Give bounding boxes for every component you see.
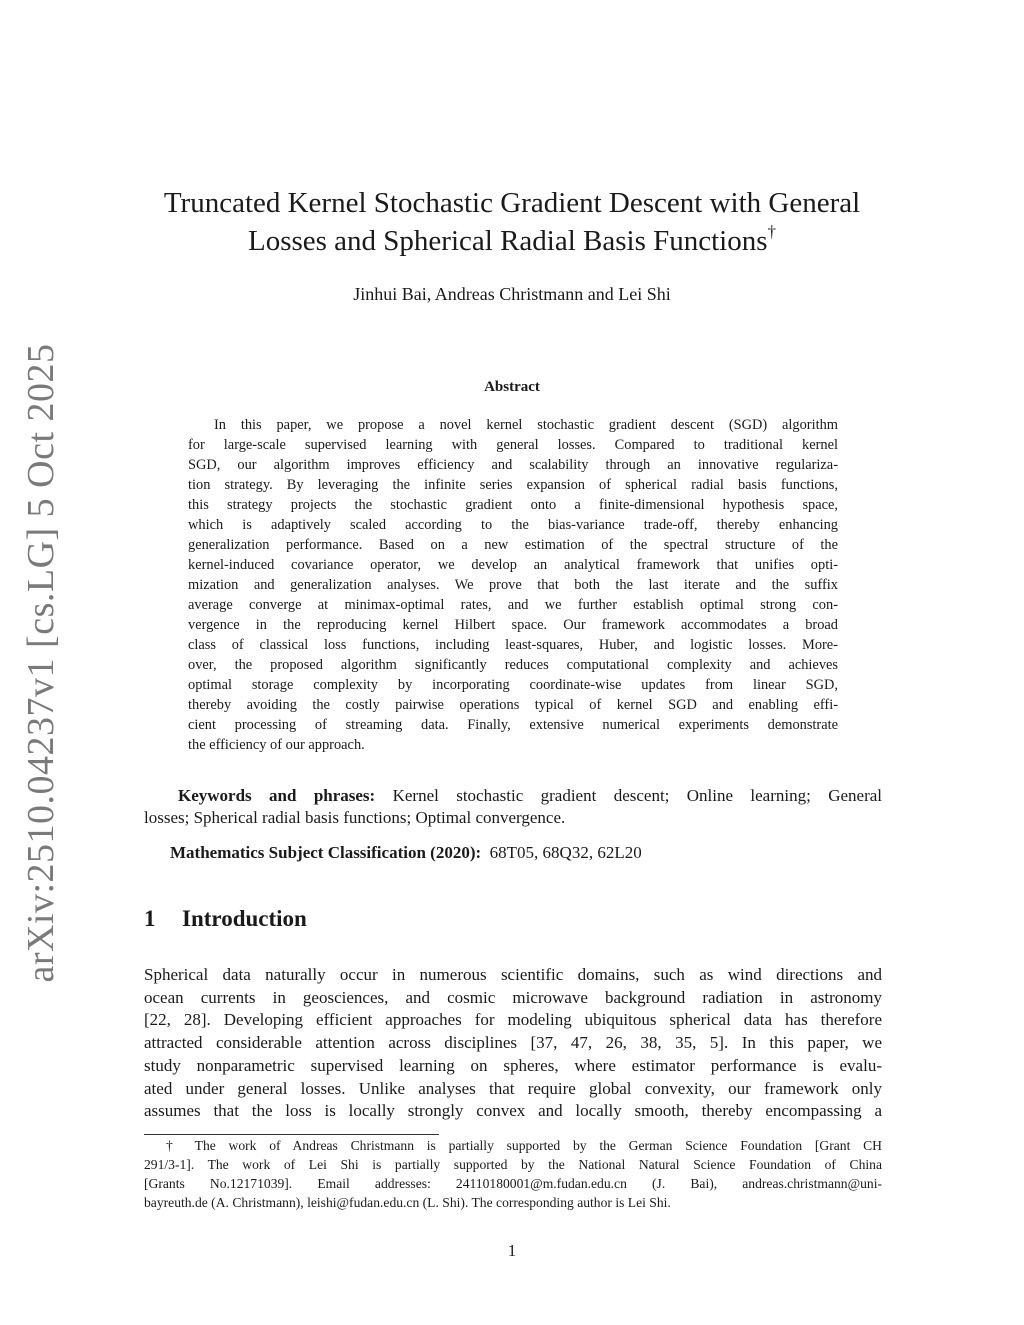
keywords-block (144, 785, 882, 829)
abstract-line: generalization performance. Based on a new estimation of the spectral structure of the (188, 537, 838, 553)
section-heading-introduction (144, 906, 307, 932)
arxiv-identifier-text: arXiv:2510.04237v1 [cs.LG] 5 Oct 2025 (20, 342, 62, 983)
title-dagger: † (767, 222, 777, 241)
keywords-label: Keywords and phrases: (178, 786, 376, 805)
section-number: 1 (144, 906, 156, 931)
abstract-line: for large-scale supervised learning with general losses. Compared to traditional kernel (188, 437, 838, 453)
abstract-line: optimal storage complexity by incorporating coordinate-wise updates from linear SGD, (188, 677, 838, 693)
section-title: Introduction (182, 906, 307, 931)
title-line-1: Truncated Kernel Stochastic Gradient Descent with General (163, 187, 861, 219)
title-line-2 (100, 222, 924, 260)
abstract-line: SGD, our algorithm improves efficiency and scalability through an innovative regulariza- (188, 457, 838, 473)
footnote-line: 291/3-1]. The work of Lei Shi is partially supported by the National Natural Science Foundation of China (144, 1157, 882, 1172)
footnote-line: † The work of Andreas Christmann is partially supported by the German Science Foundation [Grant CH (166, 1138, 882, 1153)
abstract-line: mization and generalization analyses. We prove that both the last iterate and the suffix (188, 577, 838, 593)
msc-value: 68T05, 68Q32, 62L20 (489, 843, 642, 862)
author-list: Jinhui Bai, Andreas Christmann and Lei Shi (353, 284, 671, 304)
intro-line: ocean currents in geosciences, and cosmic microwave background radiation in astronomy (144, 987, 882, 1007)
footnote-line: bayreuth.de (A. Christmann), leishi@fudan.edu.cn (L. Shi). The corresponding author is Lei Shi. (144, 1195, 671, 1210)
abstract-line: kernel-induced covariance operator, we develop an analytical framework that unifies opti- (188, 557, 838, 573)
page-number: 1 (507, 1241, 517, 1260)
footnote-divider (144, 1134, 439, 1135)
abstract-line: cient processing of streaming data. Finally, extensive numerical experiments demonstrate (188, 717, 838, 733)
abstract-line: vergence in the reproducing kernel Hilbert space. Our framework accommodates a broad (188, 617, 838, 633)
keywords-text-1: Kernel stochastic gradient descent; Online learning; General (392, 786, 882, 805)
arxiv-identifier-stamp (18, 342, 64, 983)
abstract-line: over, the proposed algorithm significantly reduces computational complexity and achieves (188, 657, 838, 673)
abstract-line: In this paper, we propose a novel kernel stochastic gradient descent (SGD) algorithm (214, 417, 838, 433)
footnote-line: [Grants No.12171039]. Email addresses: 24110180001@m.fudan.edu.cn (J. Bai), andreas.christmann@uni- (144, 1176, 882, 1191)
intro-line: [22, 28]. Developing efficient approaches for modeling ubiquitous spherical data has therefore (144, 1010, 882, 1030)
abstract-line: the efficiency of our approach. (188, 737, 365, 753)
abstract-line: average converge at minimax-optimal rates, and we further establish optimal strong con- (188, 597, 838, 613)
intro-line: assumes that the loss is locally strongly convex and locally smooth, thereby encompassing a (144, 1101, 882, 1121)
intro-line: ated under general losses. Unlike analyses that require global convexity, our framework only (144, 1078, 882, 1098)
abstract-heading: Abstract (484, 379, 540, 395)
keywords-line-1 (144, 785, 882, 807)
intro-line: attracted considerable attention across disciplines [37, 47, 26, 38, 35, 5]. In this paper, we (144, 1033, 882, 1053)
abstract-line: which is adaptively scaled according to the bias-variance trade-off, thereby enhancing (188, 517, 838, 533)
abstract-line: this strategy projects the stochastic gradient onto a finite-dimensional hypothesis space, (188, 497, 838, 513)
intro-line: Spherical data naturally occur in numerous scientific domains, such as wind directions and (144, 965, 882, 984)
abstract-line: thereby avoiding the costly pairwise operations typical of kernel SGD and enabling effi- (188, 697, 838, 713)
abstract-body (188, 415, 838, 755)
title-line-2-text: Losses and Spherical Radial Basis Functions (247, 225, 768, 257)
msc-label: Mathematics Subject Classification (2020): (170, 843, 482, 862)
keywords-line-2: losses; Spherical radial basis functions; Optimal convergence. (144, 808, 566, 827)
msc-classification (170, 843, 642, 863)
abstract-line: tion strategy. By leveraging the infinite series expansion of spherical radial basis functions, (188, 477, 838, 493)
paper-title (100, 184, 924, 260)
introduction-paragraph (144, 964, 882, 1123)
abstract-line: class of classical loss functions, including least-squares, Huber, and logistic losses. More- (188, 637, 838, 653)
intro-line: study nonparametric supervised learning on spheres, where estimator performance is evalu- (144, 1055, 882, 1075)
footnote (144, 1136, 882, 1212)
